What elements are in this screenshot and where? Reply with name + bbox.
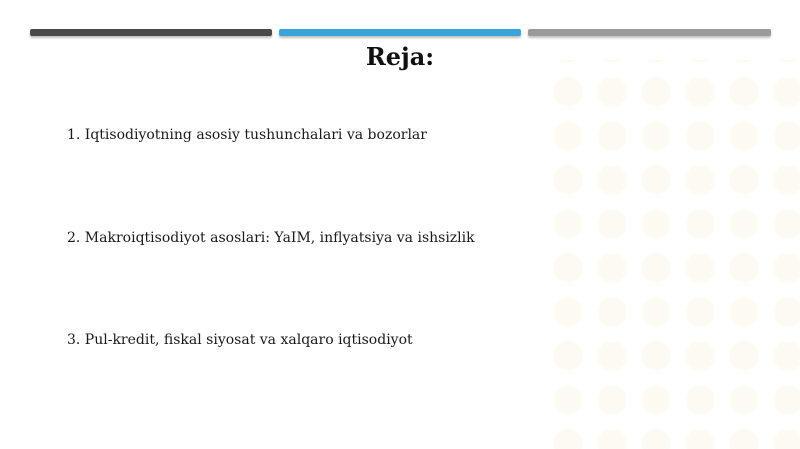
accent-bar-dark — [30, 29, 272, 36]
accent-bar-gray — [528, 29, 771, 36]
plan-item-3: 3. Pul-kredit, fiskal siyosat va xalqaro iqtisodiyot — [67, 332, 413, 348]
background-pattern — [540, 60, 800, 449]
accent-bar-blue — [279, 29, 521, 36]
plan-item-2: 2. Makroiqtisodiyot asoslari: YaIM, inflyatsiya va ishsizlik — [67, 230, 475, 246]
slide-title: Reja: — [365, 42, 435, 71]
plan-item-1: 1. Iqtisodiyotning asosiy tushunchalari va bozorlar — [67, 127, 427, 143]
